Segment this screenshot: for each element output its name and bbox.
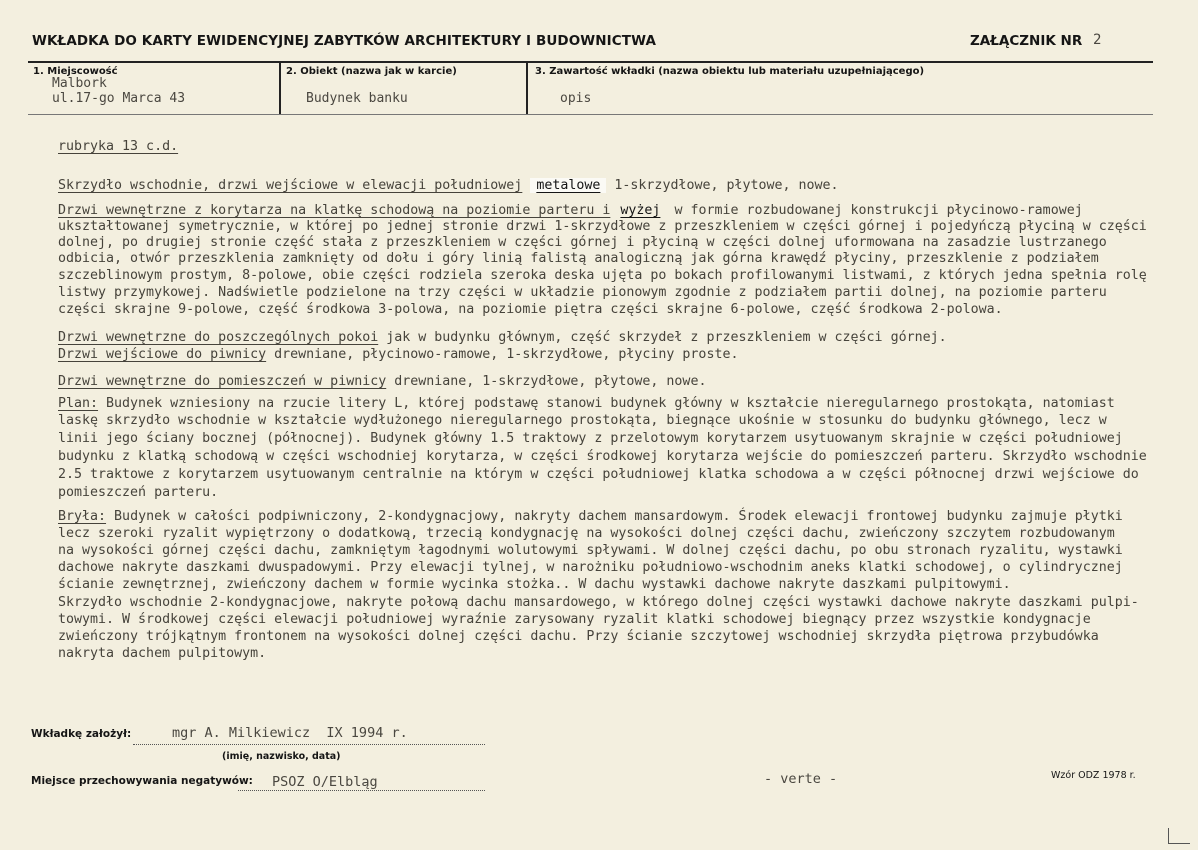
author-caption: (imię, nazwisko, data) [222, 751, 341, 762]
body-line-13: laskę skrzydło wschodnie w kształcie wydłużonego nieregularnego prostokąta, biegnące ukośnie w stosunku do budynku głównego, lecz w [58, 413, 1107, 428]
body-line-4: dolnej, po drugiej stronie część stała z przeszkleniem w części górnej i płyciną w części dolnej uformowana na zasadzie lustrzanego [58, 235, 1107, 250]
field-2-label: 2. Obiekt (nazwa jak w karcie) [286, 66, 457, 77]
body-line-21: dachowe nakryte daszkami dwuspadowymi. Przy elewacji tylnej, w narożniku południowo-wschodnim aneks klatki schodowej, o cylindrycznej [58, 560, 1123, 575]
body-line-15: budynku z klatką schodową w części wschodniej korytarza, w części środkowej korytarza wejście do pomieszczeń parteru. Skrzydło wschodnie [58, 449, 1147, 464]
body-line-18: Bryła: Budynek w całości podpiwniczony, 2-kondygnacjowy, nakryty dachem mansardowym. Środek elewacji frontowej budynku zajmuje płytki [58, 509, 1123, 524]
body-line-8: części skrajne 9-polowe, część środkowa 3-polowa, na poziomie piętra części skrajne 6-polowe, część środkowa 2-polowa. [58, 302, 1003, 317]
author-dotted-line [133, 744, 485, 745]
column-divider-1 [279, 62, 281, 114]
corner-mark-horizontal [1168, 843, 1190, 844]
body-line-16: 2.5 traktowe z korytarzem usytuowanym centralnie na którym w części południowej klatka schodowa a w części północnej drzwi wejściowe do [58, 467, 1139, 482]
column-divider-2 [526, 62, 528, 114]
body-line-3: ukształtowanej symetrycznie, w której po jednej stronie drzwi 1-skrzydłowe z przeszkleniem w części górnej i pojedyńczą płyciną w części [58, 219, 1147, 234]
author-label: Wkładkę założył: [31, 728, 132, 740]
field-3-value: opis [560, 91, 592, 106]
body-line-9: Drzwi wewnętrzne do poszczególnych pokoi jak w budynku głównym, część skrzydeł z przeszkleniem w części górnej. [58, 330, 947, 345]
storage-label: Miejsce przechowywania negatywów: [31, 775, 253, 787]
body-line-26: nakryta dachem pulpitowym. [58, 646, 267, 661]
body-line-14: linii jego ściany bocznej (północnej). Budynek główny 1.5 traktowy z przelotowym korytarzem usytuowanym skrajnie w części południowej [58, 431, 1123, 446]
storage-dotted-line [238, 790, 485, 791]
body-line-22: ścianie zewnętrznej, zwieńczony dachem w formie wycinka stożka.. W dachu wystawki dachowe nakryte daszkami pulpitowymi. [58, 577, 1011, 592]
header-rule-top [28, 61, 1153, 63]
body-line-17: pomieszczeń parteru. [58, 485, 219, 500]
rubric-heading: rubryka 13 c.d. [58, 139, 179, 154]
body-line-19: lecz szeroki ryzalit wypiętrzony o dodatkową, trzecią kondygnację na wysokości dolnej części dachu, zwieńczony szczytem rozbudowanym [58, 526, 1115, 541]
attachment-number: 2 [1093, 32, 1102, 48]
field-2-value: Budynek banku [306, 91, 408, 106]
field-1-value-street: ul.17-go Marca 43 [52, 91, 186, 106]
form-title: WKŁADKA DO KARTY EWIDENCYJNEJ ZABYTKÓW ARCHITEKTURY I BUDOWNICTWA [32, 33, 657, 49]
corner-mark-vertical [1168, 828, 1169, 844]
field-1-label: 1. Miejscowość [33, 66, 118, 77]
field-3-label: 3. Zawartość wkładki (nazwa obiektu lub materiału uzupełniającego) [535, 66, 925, 77]
body-line-2: Drzwi wewnętrzne z korytarza na klatkę schodową na poziomie parteru i wyżej w formie rozbudowanej konstrukcji płycinowo-ramowej [58, 203, 1083, 218]
body-line-1: Skrzydło wschodnie, drzwi wejściowe w elewacji południowej metalowe 1-skrzydłowe, płytowe, nowe. [58, 178, 839, 193]
body-line-5: odbicia, otwór przeszklenia zamknięty od dołu i góry linią falistą analogiczną jak górna krawędź płyciny, przeszklenie z podziałem [58, 251, 1099, 266]
body-line-6: szczeblinowym prostym, 8-polowe, obie części rodziela szeroka deska ujęta po bokach profilowanymi listwami, z których jedna spełnia rolę [58, 268, 1147, 283]
body-line-10: Drzwi wejściowe do piwnicy drewniane, płycinowo-ramowe, 1-skrzydłowe, płyciny proste. [58, 347, 739, 362]
body-line-7: listwy przymykowej. Nadświetle podzielone na trzy części w układzie pionowym zgodnie z podziałem partii dolnej, na poziomie parteru [58, 285, 1107, 300]
attachment-label: ZAŁĄCZNIK NR [970, 33, 1083, 49]
body-line-12: Plan: Budynek wzniesiony na rzucie litery L, której podstawę stanowi budynek główny w kształcie nieregularnego prostokąta, natomiast [58, 396, 1115, 411]
body-line-20: na wysokości górnej części dachu, zamkniętym łagodnymi wolutowymi spływami. W dolnej części dachu, po obu stronach ryzalitu, wystawki [58, 543, 1123, 558]
verte-note: - verte - [764, 771, 838, 787]
field-1-value-town: Malbork [52, 76, 107, 91]
form-template-id: Wzór ODZ 1978 r. [1051, 770, 1136, 781]
storage-value: PSOZ O/Elbląg [272, 774, 378, 790]
body-line-25: zwieńczony trójkątnym frontonem na wysokości dolnej części dachu. Przy ścianie szczytowej wschodniej skrzydła piętrowa przybudówka [58, 629, 1099, 644]
body-line-23: Skrzydło wschodnie 2-kondygnacjowe, nakryte połową dachu mansardowego, w którego dolnej części wystawki dachowe nakryte daszkami pulpi- [58, 595, 1139, 610]
body-line-11: Drzwi wewnętrzne do pomieszczeń w piwnicy drewniane, 1-skrzydłowe, płytowe, nowe. [58, 374, 707, 389]
header-rule-bottom [28, 114, 1153, 115]
body-line-24: towymi. W środkowej części elewacji południowej wyraźnie zarysowany ryzalit klatki schodowej biegnący przez wszystkie kondygnacje [58, 612, 1091, 627]
author-value: mgr A. Milkiewicz IX 1994 r. [172, 725, 408, 741]
